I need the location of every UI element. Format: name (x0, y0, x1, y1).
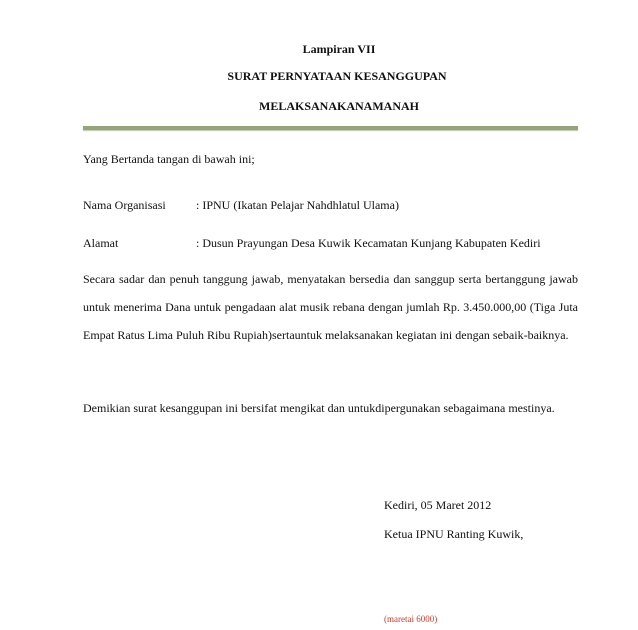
field-value: : Dusun Prayungan Desa Kuwik Kecamatan Kunjang Kabupaten Kediri (196, 236, 541, 250)
document-subtitle: MELAKSANAKANAMANAH (259, 99, 419, 113)
closing-paragraph: Demikian surat kesanggupan ini bersifat mengikat dan untukdipergunakan sebagaimana mestinya. (83, 401, 555, 415)
attachment-label: Lampiran VII (302, 42, 376, 56)
document-title: SURAT PERNYATAAN KESANGGUPAN (227, 69, 447, 83)
field-label: Alamat (83, 236, 119, 250)
signatory-position: Ketua IPNU Ranting Kuwik, (384, 527, 524, 541)
intro-text: Yang Bertanda tangan di bawah ini; (83, 152, 255, 166)
field-label: Nama Organisasi (83, 198, 166, 212)
header-divider (83, 126, 578, 130)
stamp-note: (maretai 6000) (384, 614, 438, 624)
place-date: Kediri, 05 Maret 2012 (384, 498, 492, 512)
statement-paragraph: Secara sadar dan penuh tanggung jawab, menyatakan bersedia dan sanggup serta bertanggung jawab untuk menerima Dana untuk pengadaan alat musik rebana dengan jumlah Rp. 3.450.000,00 (Tiga Juta Empat Ratus Lima Puluh Ribu Rupiah)sertauntuk melaksanakan kegiatan ini dengan sebaik-baiknya. (83, 272, 578, 342)
field-value: : IPNU (Ikatan Pelajar Nahdhlatul Ulama) (196, 198, 399, 212)
